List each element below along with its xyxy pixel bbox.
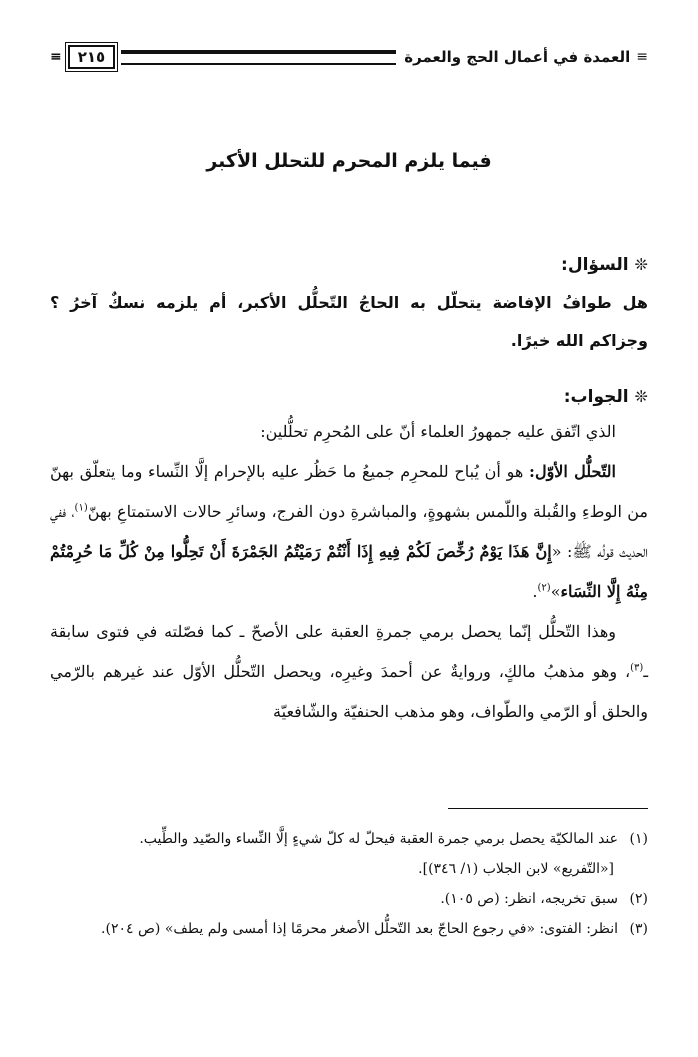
footnote-2 [50, 884, 648, 914]
hadith-quote: إِنَّ هَذَا يَوْمٌ رُخِّصَ لَكُمْ فِيهِ إِذَا أَنْتُمْ رَمَيْتُمُ الجَمْرَةَ أَنْ تَحِلُّوا مِنْ كُلِّ مَا حُرِمْتُمْ مِنْهُ إِلَّا النِّسَاء [50, 542, 648, 601]
answer-intro: الذي اتّفق عليه جمهورُ العلماء أنّ على المُحرِم تحلُّلين: [260, 422, 616, 441]
footnote-1-source: [«التّفريع» لابن الجلاب (١/ ٣٤٦)]. [418, 861, 614, 877]
footnote-ref-1: (١) [74, 502, 88, 514]
chapter-title: فيما يلزم المحرم للتحلل الأكبر [206, 150, 492, 172]
first-release-term: التّحلُّل الأوّل: [529, 462, 616, 481]
footnote-text: سبق تخريجه، انظر: (ص ١٠٥). [440, 891, 618, 907]
answer-star-icon: ❊ [634, 387, 648, 406]
header-rule [121, 50, 396, 65]
header-marker: ≡ [636, 49, 648, 65]
main-content [50, 250, 648, 732]
footnote-text: انظر: الفتوى: «في رجوع الحاجّ بعد التّحلُّل الأصغر محرمًا إذا أمسى ولم يطف» (ص ٢٠٤). [101, 921, 618, 937]
question-label: السؤال: [561, 255, 629, 275]
question-text: هل طوافُ الإفاضة يتحلّل به الحاجُ التّحلُّل الأكبر، أم يلزمه نسكٌ آخرُ ؟ وجزاكم الله خيرًا. [50, 293, 648, 350]
hadith-intro: ، ففي الحديث قولُه ﷺ: « [50, 502, 649, 561]
hadith-close: » [550, 582, 561, 601]
footnote-3 [50, 914, 648, 944]
footnotes [50, 824, 648, 944]
question-heading [50, 250, 648, 280]
answer-heading [50, 382, 648, 412]
footnote-number: (٢) [629, 891, 648, 907]
footnote-ref-3: (٣) [630, 662, 644, 674]
footnote-rule [448, 808, 648, 809]
paragraph-end: . [532, 582, 538, 601]
madhhab-text-cont: ، وهو مذهبُ مالكٍ، وروايةٌ عن أحمدَ وغيرِه، ويحصل التّحلُّل الأوّل عند غيرهم بالرّمي والحلق أو الرّمي والطّواف، وهو مذهب الحنفيّة والشّافعيّة [50, 662, 648, 721]
answer-paragraph-madhhab [50, 612, 648, 732]
running-header [50, 44, 648, 70]
header-book-title: العمدة في أعمال الحج والعمرة [404, 48, 631, 66]
page-number: ٢١٥ [68, 45, 115, 69]
footnote-ref-2: (٢) [537, 582, 551, 594]
answer-paragraph-first-release [50, 452, 648, 612]
first-release-text: هو أن يُباح للمحرِم جميعُ ما حَظُر عليه بالإحرام إلَّا النِّساء وما يتعلّق بهنّ من الوطءِ والقُبلة واللّمس بشهوةٍ، والمباشرةِ دون الفرج، وسائرِ حالات الاستمتاعِ بهنّ [50, 462, 648, 521]
question-star-icon: ❊ [634, 255, 648, 274]
madhhab-text: وهذا التّحلُّل إنّما يحصل برمي جمرةِ العقبة على الأصحّ ـ كما فصّلته في فتوى سابقة ـ [50, 622, 648, 681]
header-end-marker: ≡ [50, 49, 62, 65]
footnote-number: (٣) [629, 921, 648, 937]
footnote-text: عند المالكيّة يحصل برمي جمرة العقبة فيحلّ له كلّ شيءٍ إلَّا النِّساء والصّيد والطِّيب. [139, 831, 618, 847]
answer-label: الجواب: [563, 387, 629, 407]
footnote-number: (١) [629, 831, 648, 847]
footnote-1 [50, 824, 648, 854]
